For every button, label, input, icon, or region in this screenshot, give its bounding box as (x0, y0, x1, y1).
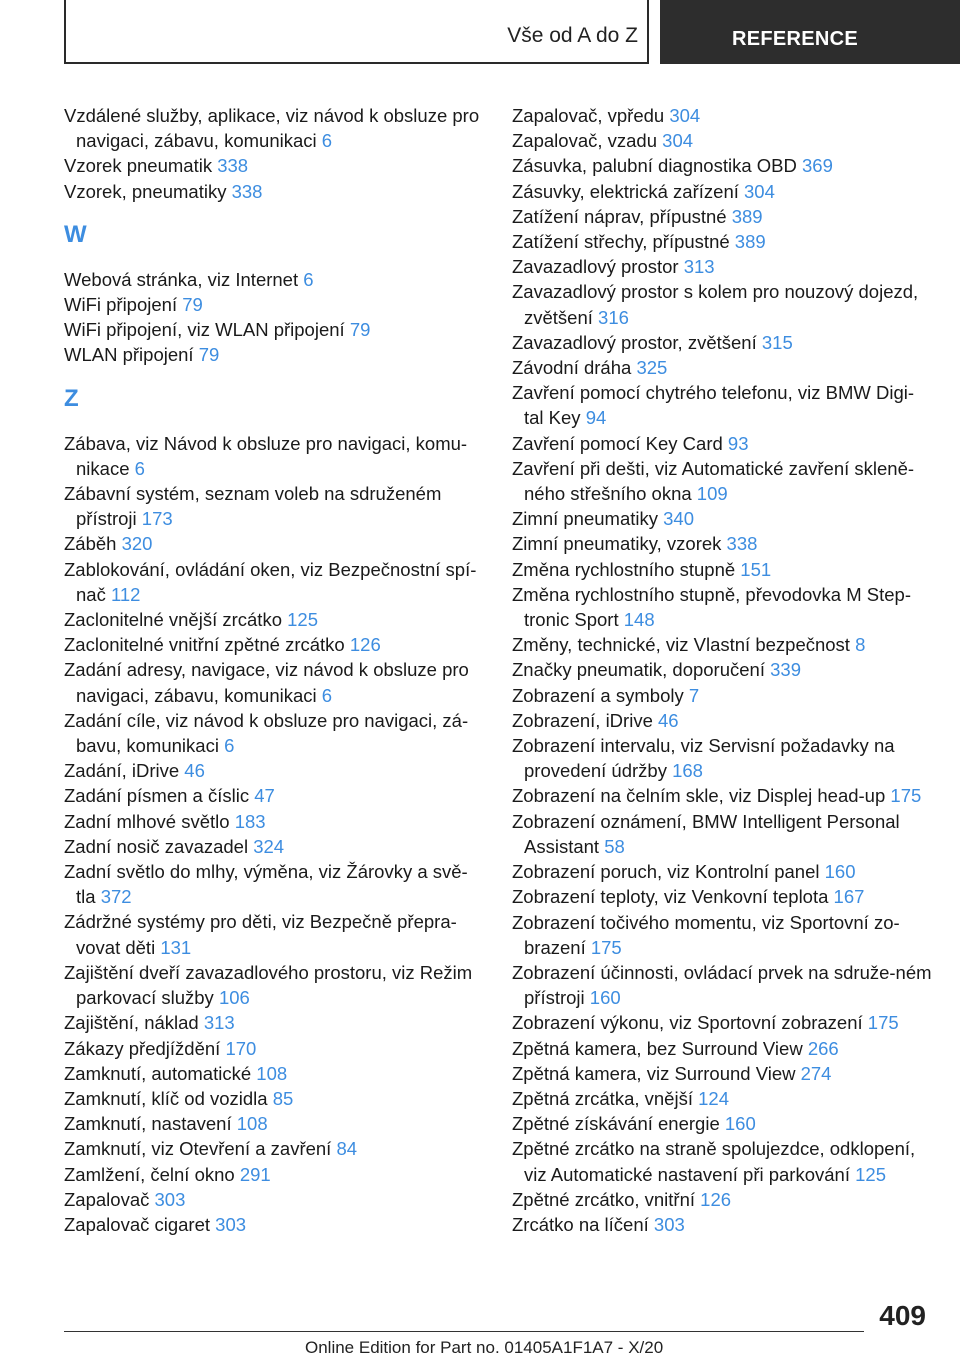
page-reference-link[interactable]: 148 (623, 609, 655, 631)
index-entry (512, 1136, 932, 1186)
page-reference-link[interactable]: 304 (669, 105, 701, 126)
index-entry (512, 783, 932, 808)
section-title: Vše od A do Z (507, 24, 638, 47)
page-reference-link[interactable]: 170 (225, 1037, 257, 1059)
index-entry (64, 481, 484, 531)
index-entry (512, 1061, 932, 1086)
index-entry (64, 657, 484, 707)
index-entry (512, 355, 932, 380)
index-entry (512, 859, 932, 884)
entry-term: Závodní dráha (512, 357, 637, 379)
index-entry (64, 431, 484, 481)
page-reference-link[interactable]: 6 (303, 268, 314, 290)
entry-term: Zavření pomocí Key Card (512, 432, 728, 454)
page-reference-link[interactable]: 106 (218, 987, 250, 1009)
index-entry (512, 456, 932, 506)
entry-term: Zimní pneumatiky (512, 508, 664, 530)
entry-term: Zpětná kamera, bez Surround View (512, 1037, 808, 1059)
entry-term: Zadní nosič zavazadel (64, 835, 254, 857)
index-entry (512, 733, 932, 783)
entry-term: Zobrazení intervalu, viz Servisní požadavky na provedení údržby (512, 735, 895, 782)
page-reference-link[interactable]: 175 (590, 936, 622, 958)
page-reference-link[interactable]: 6 (224, 735, 235, 757)
index-entry (512, 1086, 932, 1111)
index-entry (64, 1212, 484, 1237)
entry-term: WiFi připojení (64, 294, 183, 316)
index-entry (512, 708, 932, 733)
page-reference-link[interactable]: 8 (855, 634, 866, 656)
edition-note: Online Edition for Part no. 01405A1F1A7 - X/20 (305, 1338, 664, 1357)
entry-term: Zamknutí, klíč od vozidla (64, 1087, 273, 1109)
entry-term: Zobrazení poruch, viz Kontrolní panel (512, 861, 825, 883)
entry-term: WiFi připojení, viz WLAN připojení (64, 319, 350, 341)
page-reference-link[interactable]: 320 (121, 533, 153, 555)
entry-term: Změny, technické, viz Vlastní bezpečnost (512, 634, 856, 656)
index-entry (512, 179, 932, 204)
index-entry (512, 431, 932, 456)
index-column-right (512, 103, 932, 1237)
index-entry (64, 783, 484, 808)
entry-term: Zamknutí, nastavení (64, 1113, 237, 1135)
page-reference-link[interactable]: 125 (855, 1163, 886, 1185)
page-reference-link[interactable]: 183 (234, 810, 266, 832)
page-reference-link[interactable]: 108 (256, 1062, 288, 1084)
page-reference-link[interactable]: 338 (217, 155, 249, 177)
index-entry (64, 1061, 484, 1086)
entry-term: Zavření pomocí chytrého telefonu, viz BMW Digi-tal Key (512, 382, 915, 429)
entry-term: Zádržné systémy pro děti, viz Bezpečně přepra-vovat děti (64, 911, 457, 958)
page-reference-link[interactable]: 369 (802, 155, 833, 177)
entry-term: Zásuvka, palubní diagnostika OBD (512, 155, 802, 177)
page-reference-link[interactable]: 126 (349, 634, 381, 656)
entry-term: Zadní světlo do mlhy, výměna, viz Žárovky a svě-tla (64, 861, 468, 908)
index-entry (64, 1086, 484, 1111)
index-entry (512, 910, 932, 960)
entry-term: Změna rychlostního stupně, převodovka M Step-tronic Sport (512, 583, 911, 631)
entry-term: Vzorek, pneumatiky (64, 180, 232, 202)
entry-term: Zobrazení výkonu, viz Sportovní zobrazení (512, 1012, 868, 1034)
index-entry (512, 557, 932, 582)
index-entry (512, 1212, 932, 1237)
entry-term: Zadní mlhové světlo (64, 810, 235, 832)
entry-term: Zábava, viz Návod k obsluze pro navigaci, komu-nikace (64, 432, 468, 479)
entry-term: Zavazadlový prostor s kolem pro nouzový dojezd, zvětšení (512, 281, 919, 328)
entry-term: Zapalovač cigaret (64, 1213, 216, 1235)
page-reference-link[interactable]: 112 (110, 583, 141, 605)
page-reference-link[interactable]: 79 (198, 344, 220, 366)
page-reference-link[interactable]: 313 (683, 256, 715, 278)
entry-term: Vzdálené služby, aplikace, viz návod k obsluze pro navigaci, zábavu, komunikaci (64, 105, 480, 152)
index-entry (512, 960, 932, 1010)
index-entry (64, 708, 484, 758)
entry-term: Zavření při dešti, viz Automatické zavření skleně-ného střešního okna (512, 457, 915, 505)
page-reference-link[interactable]: 108 (236, 1113, 268, 1135)
letter-heading: Z (64, 384, 79, 412)
index-entry (512, 380, 932, 430)
page-reference-link[interactable]: 94 (585, 407, 607, 429)
page-reference-link[interactable]: 266 (807, 1037, 839, 1059)
entry-term: Zobrazení, iDrive (512, 709, 658, 731)
index-entry (64, 909, 484, 959)
index-entry (512, 1036, 932, 1061)
entry-term: Záběh (64, 533, 122, 555)
page-reference-link[interactable]: 389 (734, 231, 766, 253)
page-reference-link[interactable]: 46 (184, 760, 205, 782)
entry-term: Zadání adresy, navigace, viz návod k obsluze pro navigaci, zábavu, komunikaci (64, 659, 469, 706)
index-entry (512, 531, 932, 556)
entry-term: Zamlžení, čelní okno (64, 1163, 240, 1185)
page-reference-link[interactable]: 304 (744, 180, 775, 202)
page-reference-link[interactable]: 313 (203, 1012, 235, 1034)
index-entry (512, 884, 932, 909)
index-entry (512, 229, 932, 254)
entry-term: Zavazadlový prostor (512, 256, 684, 278)
page-reference-link[interactable]: 291 (239, 1163, 271, 1185)
index-entry (64, 557, 484, 607)
entry-term: Zpětná zrcátka, vnější (512, 1087, 699, 1109)
index-entry (64, 758, 484, 783)
index-entry (512, 683, 932, 708)
index-entry (64, 859, 484, 909)
page-reference-link[interactable]: 6 (321, 684, 333, 706)
entry-term: Zobrazení na čelním skle, viz Displej head-up (512, 785, 891, 807)
entry-term: Zpětné zrcátko na straně spolujezdce, odklopení, viz Automatické nastavení při parkování (512, 1138, 916, 1185)
index-entry (64, 834, 484, 859)
entry-term: Zásuvky, elektrická zařízení (512, 180, 745, 202)
index-entry (512, 103, 932, 128)
index-entry (64, 342, 484, 367)
page-reference-link[interactable]: 338 (726, 533, 758, 555)
index-entry (64, 1136, 484, 1161)
page-reference-link[interactable]: 79 (349, 319, 371, 341)
page-reference-link[interactable]: 151 (740, 558, 772, 580)
index-entry (64, 531, 484, 556)
page-reference-link[interactable]: 124 (698, 1087, 729, 1109)
index-entry (64, 179, 484, 204)
entry-term: Zimní pneumatiky, vzorek (512, 533, 727, 555)
page-reference-link[interactable]: 7 (688, 684, 700, 706)
page-reference-link[interactable]: 173 (141, 508, 173, 530)
index-entry (64, 1187, 484, 1212)
page-reference-link[interactable]: 338 (231, 180, 263, 202)
page-reference-link[interactable]: 304 (662, 130, 694, 152)
page-reference-link[interactable]: 47 (254, 785, 275, 807)
page-reference-link[interactable]: 324 (253, 835, 285, 857)
page-reference-link[interactable]: 126 (700, 1188, 732, 1210)
chapter-tab (660, 0, 960, 64)
index-entry (512, 506, 932, 531)
page-reference-link[interactable]: 160 (824, 861, 856, 883)
entry-term: Zamknutí, automatické (64, 1062, 257, 1084)
index-entry (512, 204, 932, 229)
entry-term: Zadání cíle, viz návod k obsluze pro navigaci, zá-bavu, komunikaci (64, 709, 469, 757)
entry-term: Zavazadlový prostor, zvětšení (512, 331, 762, 353)
page-reference-link[interactable]: 125 (287, 609, 319, 631)
entry-term: Zrcátko na líčení (512, 1213, 654, 1235)
entry-term: Zobrazení teploty, viz Venkovní teplota (512, 886, 834, 908)
entry-term: Změna rychlostního stupně (512, 558, 741, 580)
page-reference-link[interactable]: 131 (160, 936, 192, 958)
entry-term: Zpětná kamera, viz Surround View (512, 1062, 801, 1084)
index-entry (64, 607, 484, 632)
entry-term: Zatížení střechy, přípustné (512, 231, 735, 253)
index-entry (64, 103, 484, 153)
entry-term: Zábavní systém, seznam voleb na sdruženém přístroji (64, 483, 442, 530)
entry-term: Zadání písmen a číslic (64, 785, 255, 807)
index-entry (512, 1187, 932, 1212)
index-entry (64, 960, 484, 1010)
index-entry (64, 632, 484, 657)
entry-term: Značky pneumatik, doporučení (512, 659, 771, 681)
entry-term: Zaclonitelné vnitřní zpětné zrcátko (64, 634, 350, 656)
page-reference-link[interactable]: 167 (833, 886, 865, 908)
entry-term: Zapalovač (64, 1188, 155, 1210)
entry-term: Zamknutí, viz Otevření a zavření (64, 1138, 337, 1160)
page-reference-link[interactable]: 46 (658, 709, 679, 731)
page-reference-link[interactable]: 274 (800, 1062, 832, 1084)
page-reference-link[interactable]: 315 (761, 331, 793, 353)
page-reference-link[interactable]: 58 (604, 835, 625, 857)
page-reference-link[interactable]: 303 (154, 1188, 186, 1210)
entry-term: Zablokování, ovládání oken, viz Bezpečnostní spí-nač (64, 558, 477, 605)
entry-term: Zobrazení a symboly (512, 684, 689, 706)
entry-term: Zpětné zrcátko, vnitřní (512, 1188, 701, 1210)
page-number: 409 (879, 1300, 926, 1331)
page-reference-link[interactable]: 175 (867, 1012, 899, 1034)
page-reference-link[interactable]: 6 (134, 457, 145, 479)
page-reference-link[interactable]: 303 (653, 1213, 685, 1235)
page-reference-link[interactable]: 6 (321, 130, 333, 152)
entry-term: Zatížení náprav, přípustné (512, 205, 732, 227)
entry-term: Zajištění dveří zavazadlového prostoru, viz Režim parkovací služby (64, 961, 473, 1009)
index-entry (512, 632, 932, 657)
page-reference-link[interactable]: 340 (663, 508, 695, 530)
entry-term: Zapalovač, vpředu (512, 105, 670, 126)
page-reference-link[interactable]: 175 (890, 785, 922, 807)
page-reference-link[interactable]: 85 (272, 1087, 294, 1109)
index-entry (64, 267, 484, 292)
page-reference-link[interactable]: 303 (215, 1213, 247, 1235)
index-column-left (64, 103, 484, 1237)
page-reference-link[interactable]: 168 (672, 760, 703, 782)
chapter-label: REFERENCE (731, 28, 859, 50)
index-entry (512, 330, 932, 355)
index-entry (64, 1036, 484, 1061)
index-entry (512, 1010, 932, 1035)
index-entry (512, 254, 932, 279)
entry-term: Zadání, iDrive (64, 760, 185, 782)
index-entry (64, 317, 484, 342)
entry-term: Zobrazení oznámení, BMW Intelligent Personal Assistant (512, 810, 900, 857)
entry-term: Vzorek pneumatik (64, 155, 218, 177)
page-reference-link[interactable]: 84 (336, 1138, 358, 1160)
entry-term: Webová stránka, viz Internet (64, 268, 304, 290)
index-entry (64, 1162, 484, 1187)
index-entry (64, 292, 484, 317)
index-entry (64, 153, 484, 178)
index-entry (512, 657, 932, 682)
index-entry (512, 279, 932, 329)
letter-heading: W (64, 220, 87, 248)
entry-term: Zapalovač, vzadu (512, 130, 663, 152)
entry-term: Zákazy předjíždění (64, 1037, 226, 1059)
page-reference-link[interactable]: 325 (636, 357, 668, 379)
page-reference-link[interactable]: 160 (589, 987, 621, 1009)
entry-term: WLAN připojení (64, 344, 199, 366)
index-entry (512, 582, 932, 632)
page-reference-link[interactable]: 160 (724, 1113, 756, 1135)
page-reference-link[interactable]: 389 (731, 205, 763, 227)
index-entry (512, 128, 932, 153)
index-entry (64, 809, 484, 834)
page-reference-link[interactable]: 316 (598, 306, 629, 328)
entry-term: Zpětné získávání energie (512, 1113, 725, 1135)
page-reference-link[interactable]: 339 (770, 659, 801, 681)
page-reference-link[interactable]: 372 (100, 886, 132, 908)
page-reference-link[interactable]: 109 (696, 483, 728, 505)
entry-term: Zobrazení točivého momentu, viz Sportovní zo-brazení (512, 911, 900, 958)
page-reference-link[interactable]: 79 (182, 294, 203, 316)
index-entry (64, 1010, 484, 1035)
index-entry (512, 1111, 932, 1136)
entry-term: Zobrazení účinnosti, ovládací prvek na sdruže-ném přístroji (512, 961, 932, 1009)
index-entry (512, 809, 932, 859)
footer-divider (64, 1331, 864, 1332)
index-entry (64, 1111, 484, 1136)
entry-term: Zaclonitelné vnější zrcátko (64, 609, 288, 631)
page-reference-link[interactable]: 93 (727, 432, 749, 454)
index-entry (512, 153, 932, 178)
entry-term: Zajištění, náklad (64, 1012, 204, 1034)
